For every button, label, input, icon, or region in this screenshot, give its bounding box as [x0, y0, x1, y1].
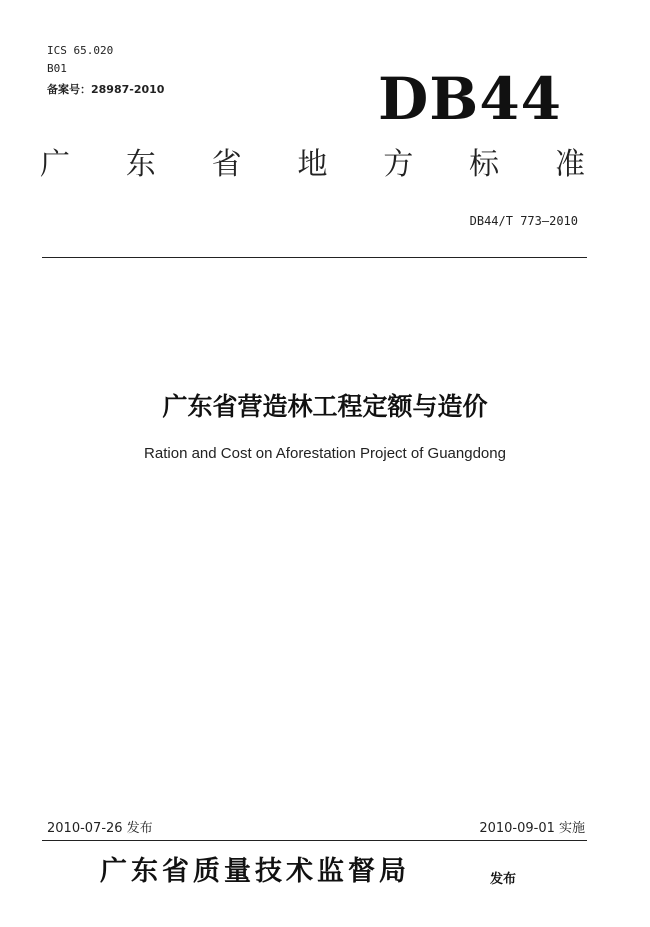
standard-type-heading	[40, 147, 585, 182]
standard-type-char: 准	[554, 147, 585, 182]
filing-number: 备案号：28987-2010	[47, 83, 165, 96]
document-title-english: Ration and Cost on Aforestation Project of Guangdong	[144, 445, 506, 462]
top-divider	[42, 257, 587, 258]
issued-label: 发布	[490, 872, 517, 887]
standard-type-char: 地	[297, 147, 328, 182]
standard-type-char: 东	[125, 147, 156, 182]
standard-number: DB44/T 773—2010	[469, 214, 578, 228]
bottom-divider	[42, 840, 587, 841]
implementation-date: 2010-09-01 实施	[479, 821, 585, 836]
standard-type-char: 省	[211, 147, 242, 182]
issuing-authority: 广东省质量技术监督局	[100, 856, 410, 887]
ics-code: ICS 65.020	[47, 44, 114, 57]
document-title-chinese: 广东省营造林工程定额与造价	[162, 392, 488, 421]
standard-type-char: 标	[469, 147, 500, 182]
standard-type-char: 广	[40, 147, 70, 182]
classification-code: B01	[47, 62, 67, 75]
standard-logo: DB44	[378, 65, 563, 133]
issue-date: 2010-07-26 发布	[47, 821, 153, 836]
standard-type-char: 方	[383, 147, 414, 182]
